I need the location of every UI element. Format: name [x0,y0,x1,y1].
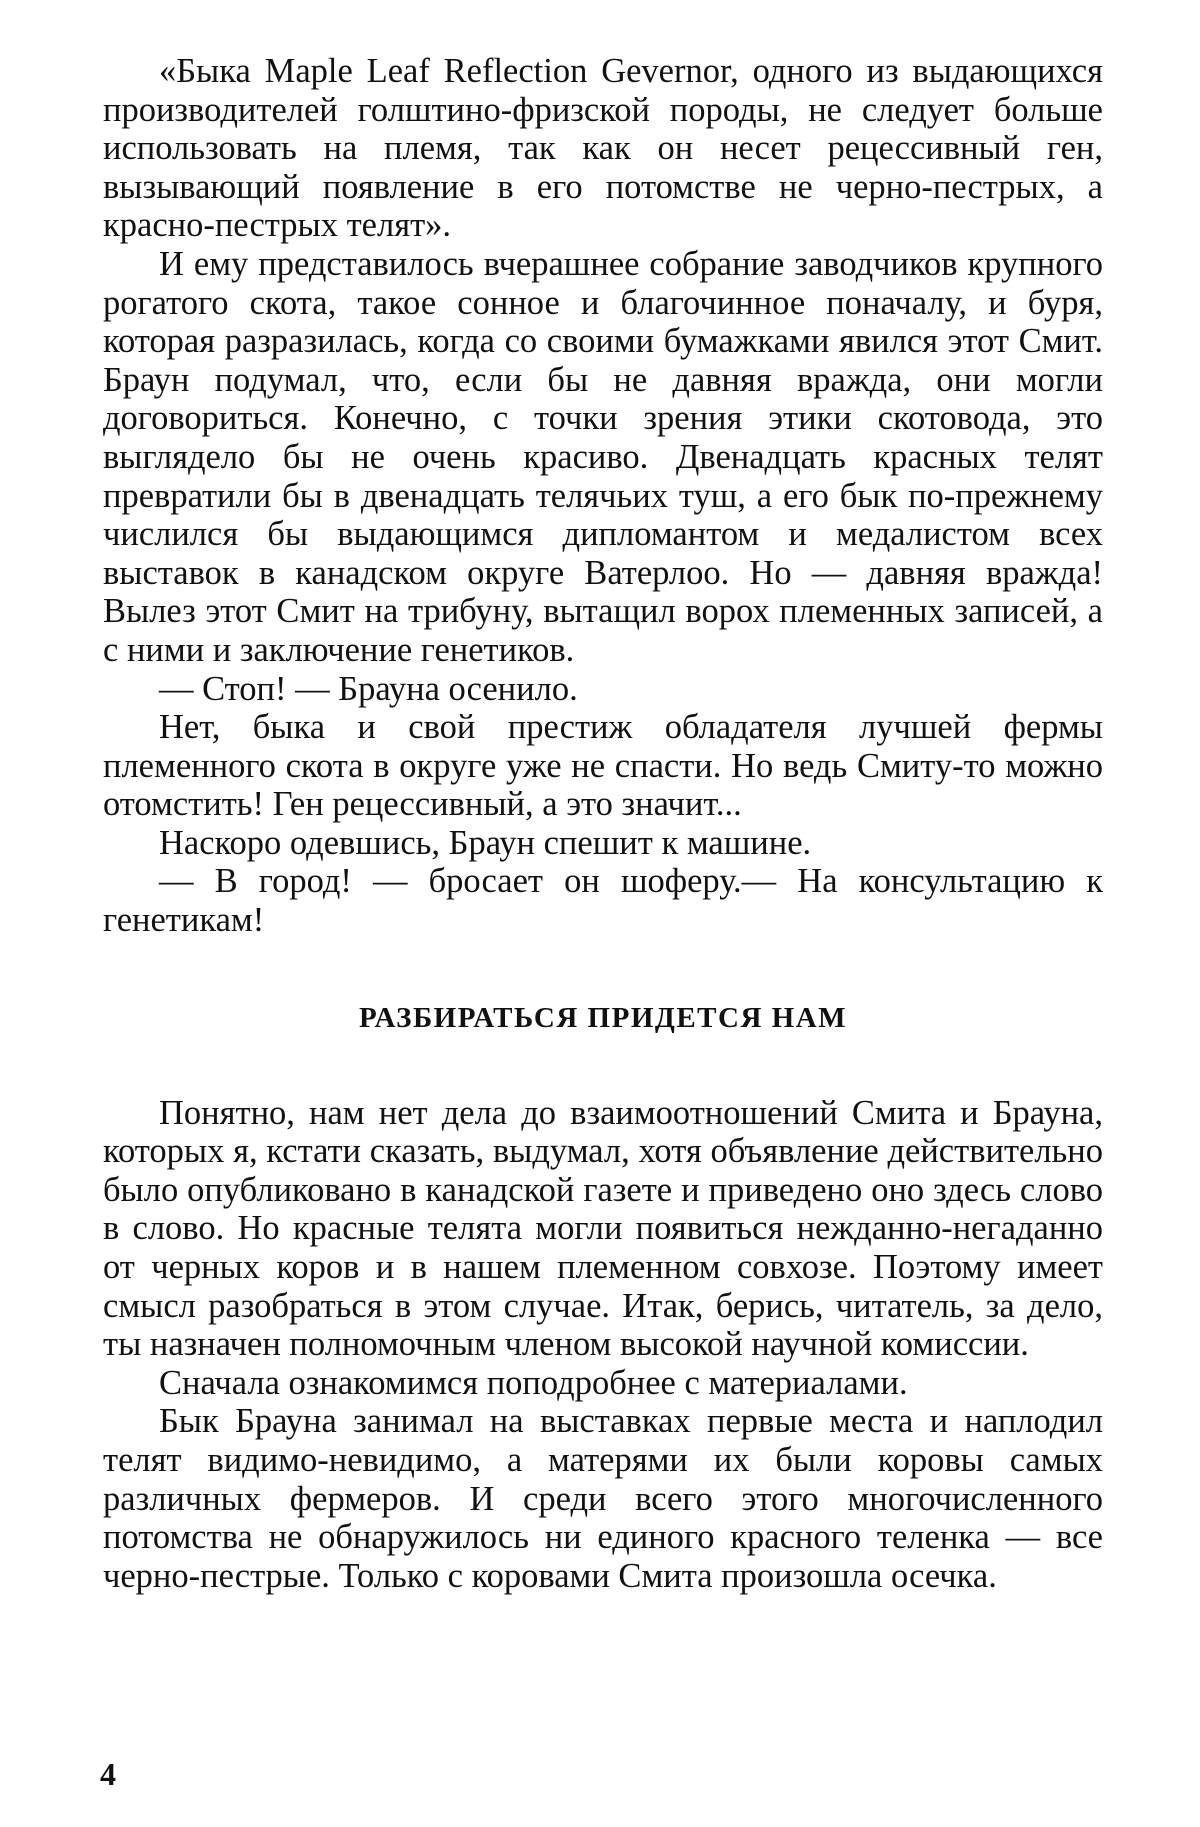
paragraph-dialogue-stop: — Стоп! — Брауна осенило. [159,669,578,708]
paragraph-announcement: «Быка Maple Leaf Reflection Gevernor, одного из выдающихся производителей голштино-фризской породы, не следует больше использовать на племя, так как он несет рецессивный ген, вызывающий появление в его потомстве не черно-пестрых, а красно-пестрых телят». [103,52,1103,245]
paragraph-revenge: Нет, быка и свой престиж обладателя лучшей фермы племенного скота в округе уже не спасти. Но ведь Смиту-то можно отомстить! Ген рецессивный, а это значит... [103,708,1103,824]
paragraph-dialogue-city: — В город! — бросает он шоферу.— На консультацию к генетикам! [103,862,1103,940]
paragraph-dressing: Наскоро одевшись, Браун спешит к машине. [159,823,812,862]
paragraph-materials: Сначала ознакомимся поподробнее с материалами. [159,1363,908,1402]
page-number: 4 [100,1756,116,1792]
page-text [103,52,1103,1595]
paragraph-bull-offspring: Бык Брауна занимал на выставках первые места и наплодил телят видимо-невидимо, а матерями их были коровы самых различных фермеров. И среди всего этого многочисленного потомства не обнаружилось ни единого красного теленка — все черно-пестрые. Только с коровами Смита произошла осечка. [103,1402,1103,1595]
paragraph-intro-commission: Понятно, нам нет дела до взаимоотношений Смита и Брауна, которых я, кстати сказать, выдумал, хотя объявление действительно было опубликовано в канадской газете и приведено оно здесь слово в слово. Но красные телята могли появиться нежданно-негаданно от черных коров и в нашем племенном совхозе. Поэтому имеет смысл разобраться в этом случае. Итак, берись, читатель, за дело, ты назначен полномочным членом высокой научной комиссии. [103,1093,1103,1364]
section-heading: РАЗБИРАТЬСЯ ПРИДЕТСЯ НАМ [358,1001,848,1034]
paragraph-meeting-recollection: И ему представилось вчерашнее собрание заводчиков крупного рогатого скота, такое сонное и благочинное поначалу, и буря, которая разразилась, когда со своими бумажками явился этот Смит. Браун подумал, что, если бы не давняя вражда, они могли договориться. Конечно, с точки зрения этики скотовода, это выглядело бы не очень красиво. Двенадцать красных телят превратили бы в двенадцать телячьих туш, а его бык по-прежнему числился бы выдающимся дипломантом и медалистом всех выставок в канадском округе Ватерлоо. Но — давняя вражда! Вылез этот Смит на трибуну, вытащил ворох племенных записей, а с ними и заключение генетиков. [103,244,1103,669]
